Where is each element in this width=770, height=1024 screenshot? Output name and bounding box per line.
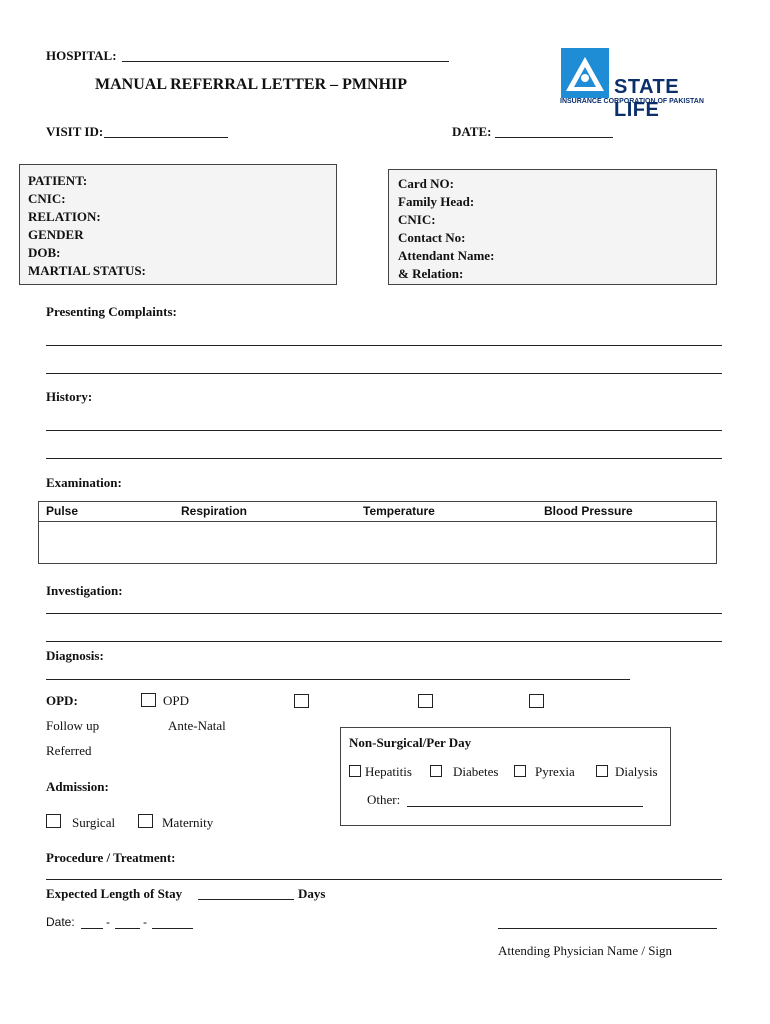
gender-line: GENDER <box>28 227 84 242</box>
marital-status-line: MARTIAL STATUS: <box>28 263 146 278</box>
examination-table-divider <box>39 521 716 522</box>
attendant-name-line: Attendant Name: <box>398 248 495 263</box>
investigation-line[interactable] <box>46 641 722 642</box>
non-surgical-box <box>340 727 671 826</box>
date-label: DATE: <box>452 124 492 139</box>
dob-line: DOB: <box>28 245 61 260</box>
follow-up-checkbox[interactable] <box>294 694 309 708</box>
exam-header-pulse: Pulse <box>46 504 79 518</box>
referred-checkbox[interactable] <box>529 694 544 708</box>
date-year-field[interactable] <box>152 928 193 929</box>
footer-date-label: Date: <box>46 915 75 929</box>
state-life-emblem-icon <box>560 47 610 99</box>
opd-option-label: OPD <box>163 693 190 708</box>
presenting-complaints-label: Presenting Complaints: <box>46 304 177 319</box>
date-month-field[interactable] <box>115 928 140 929</box>
examination-table <box>38 501 717 564</box>
relation-line: RELATION: <box>28 209 101 224</box>
procedure-label: Procedure / Treatment: <box>46 850 176 865</box>
opd-checkbox[interactable] <box>141 693 156 707</box>
date-day-field[interactable] <box>81 928 103 929</box>
surgical-checkbox[interactable] <box>46 814 61 828</box>
hospital-label: HOSPITAL: <box>46 48 117 63</box>
other-field[interactable] <box>407 806 643 807</box>
examination-values-row[interactable] <box>40 523 715 563</box>
examination-label: Examination: <box>46 475 122 490</box>
history-line[interactable] <box>46 430 722 431</box>
visit-id-field[interactable] <box>104 137 228 138</box>
history-label: History: <box>46 389 93 404</box>
physician-sign-line[interactable] <box>498 928 717 929</box>
hepatitis-label: Hepatitis <box>365 764 412 779</box>
pyrexia-checkbox[interactable] <box>514 765 526 777</box>
visit-id-label: VISIT ID: <box>46 124 104 139</box>
opd-label: OPD: <box>46 693 78 708</box>
follow-up-label: Follow up <box>46 718 100 733</box>
hospital-field[interactable] <box>122 61 449 62</box>
diagnosis-line[interactable] <box>46 679 630 680</box>
referred-label: Referred <box>46 743 92 758</box>
page-title: MANUAL REFERRAL LETTER – PMNHIP <box>95 76 408 93</box>
days-label: Days <box>298 886 326 901</box>
admission-label: Admission: <box>46 779 109 794</box>
logo-brand-text: STATE LIFE <box>614 76 680 121</box>
expected-stay-field[interactable] <box>198 899 294 900</box>
attendant-relation-line: & Relation: <box>398 266 464 281</box>
investigation-label: Investigation: <box>46 583 123 598</box>
maternity-checkbox[interactable] <box>138 814 153 828</box>
date-separator: - <box>143 915 147 929</box>
ante-natal-label: Ante-Natal <box>168 718 226 733</box>
exam-header-blood-pressure: Blood Pressure <box>544 504 633 518</box>
diabetes-label: Diabetes <box>453 764 499 779</box>
family-head-line: Family Head: <box>398 194 475 209</box>
procedure-line[interactable] <box>46 879 722 880</box>
presenting-complaints-line[interactable] <box>46 345 722 346</box>
logo-sub-text: INSURANCE CORPORATION OF PAKISTAN <box>560 98 704 105</box>
patient-info-box <box>19 164 337 285</box>
date-separator: - <box>106 915 110 929</box>
state-life-logo <box>560 47 725 121</box>
surgical-label: Surgical <box>72 815 116 830</box>
contact-no-line: Contact No: <box>398 230 466 245</box>
diabetes-checkbox[interactable] <box>430 765 442 777</box>
history-line[interactable] <box>46 458 722 459</box>
exam-header-respiration: Respiration <box>181 504 248 518</box>
card-no-line: Card NO: <box>398 176 454 191</box>
dialysis-checkbox[interactable] <box>596 765 608 777</box>
ante-natal-checkbox[interactable] <box>418 694 433 708</box>
exam-header-temperature: Temperature <box>363 504 435 518</box>
other-label: Other: <box>367 792 401 807</box>
diagnosis-label: Diagnosis: <box>46 648 104 663</box>
maternity-label: Maternity <box>162 815 214 830</box>
dialysis-label: Dialysis <box>615 764 658 779</box>
patient-line: PATIENT: <box>28 173 88 188</box>
pyrexia-label: Pyrexia <box>535 764 575 779</box>
physician-label: Attending Physician Name / Sign <box>498 943 673 958</box>
presenting-complaints-line[interactable] <box>46 373 722 374</box>
date-field[interactable] <box>495 137 613 138</box>
expected-stay-label: Expected Length of Stay <box>46 886 183 901</box>
hepatitis-checkbox[interactable] <box>349 765 361 777</box>
card-cnic-line: CNIC: <box>398 212 436 227</box>
card-info-box <box>388 169 717 285</box>
cnic-line: CNIC: <box>28 191 66 206</box>
non-surgical-title: Non-Surgical/Per Day <box>349 735 472 750</box>
investigation-line[interactable] <box>46 613 722 614</box>
